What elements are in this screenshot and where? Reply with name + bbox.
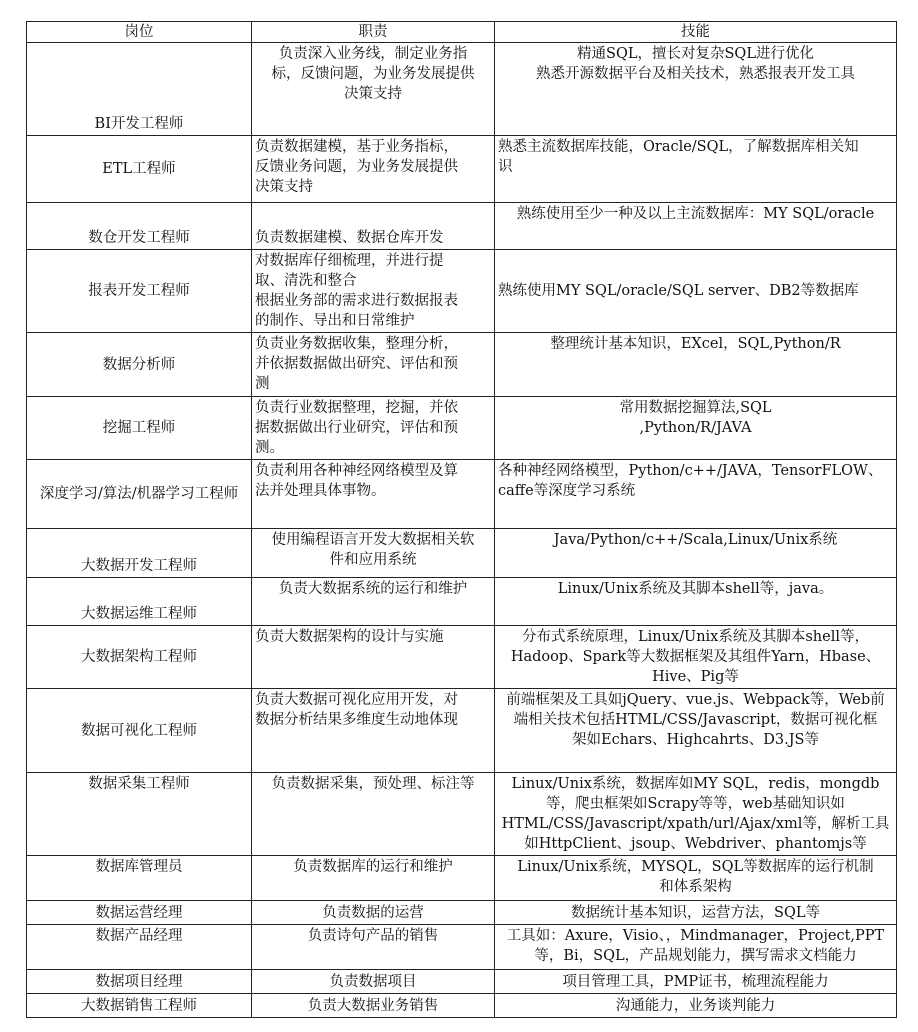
cell-duty — [252, 626, 495, 689]
table-row — [27, 856, 897, 901]
duty-line: 负责数据建模，基于业务指标， — [255, 139, 458, 155]
duty-line: 负责数据建模、数据仓库开发 — [255, 230, 444, 246]
table-row — [27, 689, 897, 773]
skill-line: 熟悉主流数据库技能，Oracle/SQL，了解数据库相关知 — [498, 139, 859, 155]
cell-role: 数据可视化工程师 — [27, 689, 252, 773]
cell-duty — [252, 970, 495, 994]
duty-line: 法并处理具体事物。 — [255, 483, 386, 499]
cell-skill — [495, 689, 897, 773]
table-row — [27, 773, 897, 856]
cell-role: 大数据开发工程师 — [27, 529, 252, 578]
duty-line: 负责深入业务线，制定业务指 — [278, 46, 468, 62]
duty-line: 负责大数据系统的运行和维护 — [278, 581, 468, 597]
cell-duty — [252, 203, 495, 250]
cell-role: BI开发工程师 — [27, 43, 252, 136]
table-row — [27, 970, 897, 994]
skill-line: 分布式系统原理，Linux/Unix系统及其脚本shell等， — [521, 629, 869, 645]
cell-duty — [252, 578, 495, 626]
duty-line: 标，反馈问题，为业务发展提供 — [271, 66, 475, 82]
skill-line: Linux/Unix系统及其脚本shell等，java。 — [557, 581, 834, 597]
cell-role: 挖掘工程师 — [27, 397, 252, 460]
cell-role: 数仓开发工程师 — [27, 203, 252, 250]
table-row — [27, 203, 897, 250]
skill-line: 如HttpClient、jsoup、Webdriver、phantomjs等 — [524, 836, 867, 852]
cell-skill — [495, 578, 897, 626]
cell-role: 深度学习/算法/机器学习工程师 — [27, 460, 252, 529]
skill-line: Hadoop、Spark等大数据框架及其组件Yarn，Hbase、 — [510, 649, 881, 665]
skill-line: 等，Bi，SQL，产品规划能力，撰写需求文档能力 — [534, 948, 857, 964]
table-row — [27, 529, 897, 578]
duty-line: 取、清洗和整合 — [255, 273, 357, 289]
duty-line: 据数据做出行业研究，评估和预 — [255, 420, 458, 436]
cell-role: 报表开发工程师 — [27, 250, 252, 333]
skill-line: 整理统计基本知识，EXcel，SQL,Python/R — [550, 336, 841, 352]
cell-role: 数据采集工程师 — [27, 773, 252, 856]
skill-line: Linux/Unix系统，MYSQL，SQL等数据库的运行机制 — [517, 859, 874, 875]
skill-line: 各种神经网络模型，Python/c++/JAVA，TensorFLOW、 — [498, 463, 883, 479]
table-row — [27, 626, 897, 689]
skill-line: 等，爬虫框架如Scrapy等等，web基础知识如 — [546, 796, 845, 812]
skill-line: 熟练使用至少一种及以上主流数据库：MY SQL/oracle — [516, 206, 875, 222]
skill-line: 沟通能力，业务谈判能力 — [615, 997, 776, 1014]
skill-line: 和体系架构 — [659, 879, 732, 895]
duty-line: 负责大数据业务销售 — [307, 997, 439, 1014]
cell-duty — [252, 994, 495, 1018]
duty-line: 测 — [255, 376, 270, 392]
duty-line: 负责行业数据整理，挖掘，并依 — [255, 400, 458, 416]
cell-skill — [495, 250, 897, 333]
cell-skill — [495, 203, 897, 250]
cell-skill — [495, 901, 897, 925]
cell-duty — [252, 136, 495, 203]
duty-line: 负责业务数据收集，整理分析， — [255, 336, 458, 352]
cell-skill — [495, 970, 897, 994]
skill-line: caffe等深度学习系统 — [498, 483, 636, 499]
skill-line: 项目管理工具，PMP证书，梳理流程能力 — [562, 973, 829, 990]
duty-line: 反馈业务问题，为业务发展提供 — [255, 159, 458, 175]
skill-line: 精通SQL，擅长对复杂SQL进行优化 — [577, 46, 814, 62]
cell-skill — [495, 397, 897, 460]
duty-line: 决策支持 — [255, 179, 313, 195]
duty-line: 负责数据采集，预处理、标注等 — [271, 776, 475, 792]
skill-line: 熟悉开源数据平台及相关技术，熟悉报表开发工具 — [536, 66, 855, 82]
skill-line: Java/Python/c++/Scala,Linux/Unix系统 — [553, 532, 838, 548]
duty-line: 负责诗句产品的销售 — [307, 928, 439, 944]
skill-line: HTML/CSS/Javascript/xpath/url/Ajax/xml等，解析工具 — [501, 816, 890, 832]
duty-line: 负责数据库的运行和维护 — [293, 859, 453, 875]
duty-line: 负责利用各种神经网络模型及算 — [255, 463, 458, 479]
cell-skill — [495, 43, 897, 136]
cell-role: ETL工程师 — [27, 136, 252, 203]
skill-line: 前端框架及工具如jQuery、vue.js、Webpack等，Web前 — [506, 692, 885, 708]
skill-line: 数据统计基本知识，运营方法，SQL等 — [571, 904, 820, 921]
cell-skill — [495, 925, 897, 970]
table-body — [27, 43, 897, 1018]
header-duty: 职责 — [252, 22, 495, 43]
cell-duty — [252, 529, 495, 578]
cell-skill — [495, 994, 897, 1018]
cell-duty — [252, 901, 495, 925]
duty-line: 并依据数据做出研究、评估和预 — [255, 356, 458, 372]
cell-skill — [495, 136, 897, 203]
cell-duty — [252, 43, 495, 136]
duty-line: 使用编程语言开发大数据相关软 — [271, 532, 475, 548]
skill-line: Hive、Pig等 — [652, 669, 739, 685]
cell-role: 数据分析师 — [27, 333, 252, 397]
cell-role: 大数据架构工程师 — [27, 626, 252, 689]
table-row — [27, 901, 897, 925]
duty-line: 根据业务部的需求进行数据报表 — [255, 293, 458, 309]
skill-line: 工具如：Axure，Visio、，Mindmanager，Project,PPT — [506, 928, 885, 944]
skill-line: Linux/Unix系统，数据库如MY SQL，redis，mongdb — [511, 776, 880, 792]
cell-skill — [495, 773, 897, 856]
cell-duty — [252, 856, 495, 901]
cell-skill — [495, 333, 897, 397]
table-row — [27, 333, 897, 397]
table-row — [27, 43, 897, 136]
cell-duty — [252, 689, 495, 773]
duty-line: 对数据库仔细梳理，并进行提 — [255, 253, 444, 269]
duty-line: 的制作、导出和日常维护 — [255, 313, 415, 329]
cell-duty — [252, 925, 495, 970]
cell-role: 数据运营经理 — [27, 901, 252, 925]
job-skills-table — [26, 21, 897, 1018]
duty-line: 负责数据项目 — [329, 973, 417, 990]
cell-skill — [495, 626, 897, 689]
skill-line: 端相关技术包括HTML/CSS/Javascript，数据可视化框 — [513, 712, 878, 728]
cell-duty — [252, 333, 495, 397]
cell-duty — [252, 397, 495, 460]
duty-line: 测。 — [255, 440, 284, 456]
cell-duty — [252, 460, 495, 529]
cell-duty — [252, 250, 495, 333]
skill-line: 常用数据挖掘算法,SQL — [619, 400, 772, 416]
skill-line: 熟练使用MY SQL/oracle/SQL server、DB2等数据库 — [498, 283, 859, 299]
skill-line: 识 — [498, 159, 513, 175]
cell-role: 大数据运维工程师 — [27, 578, 252, 626]
skill-line: 架如Echars、Highcahrts、D3.JS等 — [572, 732, 819, 748]
table-row — [27, 250, 897, 333]
duty-line: 决策支持 — [344, 86, 402, 102]
header-row — [27, 22, 897, 43]
table-row — [27, 397, 897, 460]
duty-line: 负责大数据架构的设计与实施 — [255, 629, 444, 645]
cell-duty — [252, 773, 495, 856]
skill-line: ,Python/R/JAVA — [639, 420, 752, 436]
cell-skill — [495, 856, 897, 901]
table-row — [27, 994, 897, 1018]
cell-skill — [495, 529, 897, 578]
table-row — [27, 136, 897, 203]
duty-line: 负责数据的运营 — [322, 904, 424, 921]
cell-role: 大数据销售工程师 — [27, 994, 252, 1018]
duty-line: 件和应用系统 — [329, 552, 417, 568]
table-row — [27, 578, 897, 626]
cell-role: 数据项目经理 — [27, 970, 252, 994]
cell-role: 数据库管理员 — [27, 856, 252, 901]
duty-line: 数据分析结果多维度生动地体现 — [255, 712, 458, 728]
cell-skill — [495, 460, 897, 529]
table-row — [27, 925, 897, 970]
table-row — [27, 460, 897, 529]
header-role: 岗位 — [27, 22, 252, 43]
duty-line: 负责大数据可视化应用开发，对 — [255, 692, 458, 708]
header-skill: 技能 — [495, 22, 897, 43]
cell-role: 数据产品经理 — [27, 925, 252, 970]
